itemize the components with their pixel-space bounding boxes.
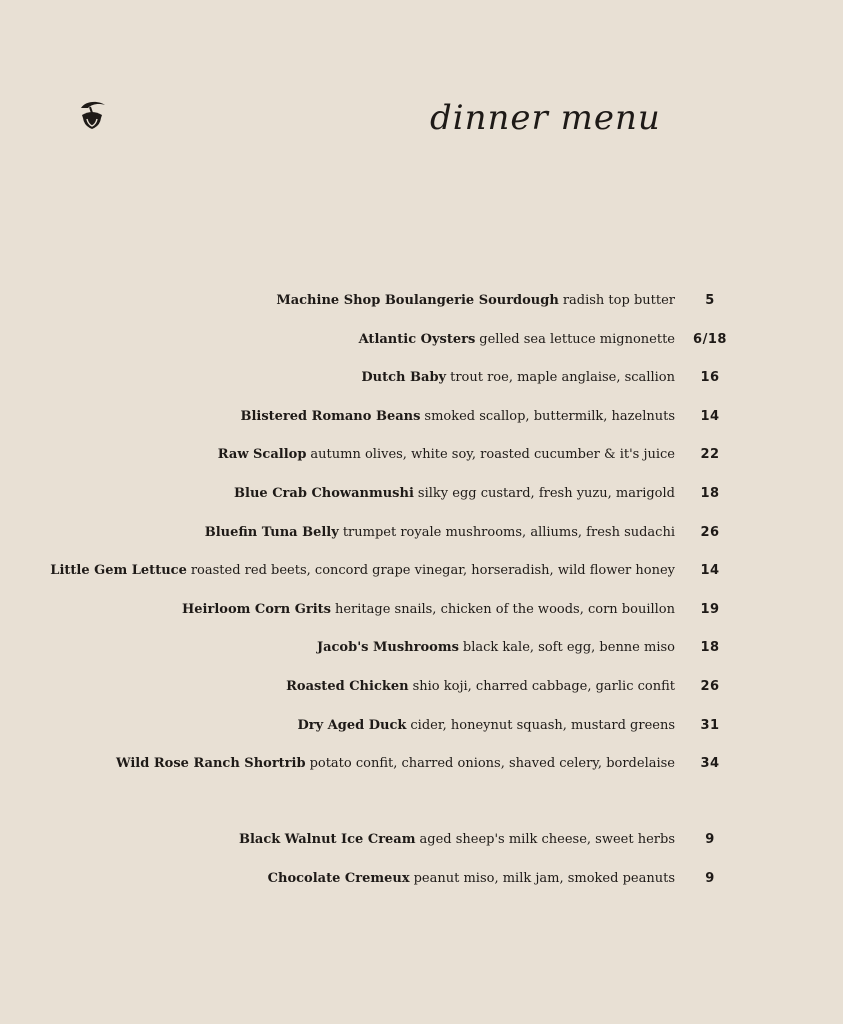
menu-item-name: Blistered Romano Beans — [240, 408, 421, 424]
menu-item-name: Wild Rose Ranch Shortrib — [115, 756, 306, 772]
menu-item-name: Dry Aged Duck — [297, 717, 407, 733]
menu-item-text — [239, 828, 675, 852]
menu-item-text — [268, 867, 675, 891]
menu-item-text — [182, 598, 675, 622]
menu-item-price: 34 — [700, 756, 720, 772]
menu-item-text — [218, 443, 675, 467]
menu-item — [0, 443, 843, 467]
menu-item-price: 9 — [705, 871, 715, 886]
menu-item-name: Bluefin Tuna Belly — [204, 524, 339, 540]
menu-item-name: Chocolate Cremeux — [267, 871, 410, 886]
menu-item-price: 16 — [700, 370, 720, 386]
menu-item-description: radish top butter — [562, 293, 675, 308]
menu-item-description: trumpet royale mushrooms, alliums, fresh sudachi — [342, 524, 675, 540]
menu-item-description: peanut miso, milk jam, smoked peanuts — [413, 871, 675, 886]
menu-item-text — [50, 559, 675, 583]
menu-item-description: cider, honeynut squash, mustard greens — [410, 717, 675, 733]
menu-item-description: trout roe, maple anglaise, scallion — [450, 370, 675, 386]
menu-item-description: heritage snails, chicken of the woods, corn bouillon — [334, 601, 675, 617]
menu-item-price: 18 — [700, 640, 720, 656]
menu-item — [0, 405, 843, 429]
menu-item-price: 22 — [700, 447, 720, 463]
menu-item-name: Dutch Baby — [361, 370, 447, 386]
menu-item — [0, 521, 843, 545]
menu-item-text — [297, 714, 675, 738]
menu-item-name: Black Walnut Ice Cream — [238, 832, 416, 847]
menu-item-description: smoked scallop, buttermilk, hazelnuts — [424, 408, 675, 424]
menu-item — [0, 867, 843, 891]
menu-item-text — [359, 328, 675, 352]
menu-item — [0, 482, 843, 506]
menu-item-description: autumn olives, white soy, roasted cucumber & it's juice — [310, 447, 675, 463]
menu-item-name: Machine Shop Boulangerie Sourdough — [276, 293, 559, 308]
menu-item-price: 19 — [700, 601, 720, 617]
menu-item-description: black kale, soft egg, benne miso — [462, 640, 675, 656]
menu-item-price: 31 — [700, 717, 720, 733]
menu-item — [0, 366, 843, 390]
menu-item-price: 18 — [700, 486, 720, 501]
menu-item-text — [240, 405, 675, 429]
menu-item-price: 26 — [700, 524, 720, 540]
menu-item-description: gelled sea lettuce mignonette — [479, 331, 675, 347]
menu-item-price: 14 — [700, 408, 720, 424]
menu-item-name: Roasted Chicken — [286, 679, 409, 694]
menu-item-text — [116, 752, 675, 776]
menu-item — [0, 675, 843, 699]
menu-item — [0, 559, 843, 583]
menu-item — [0, 598, 843, 622]
menu-item-text — [234, 482, 675, 506]
menu-item-text — [286, 675, 675, 699]
menu-item-price: 5 — [705, 293, 715, 308]
menu-item-description: aged sheep's milk cheese, sweet herbs — [419, 832, 675, 847]
menu-item-price: 6/18 — [693, 331, 727, 347]
menu-item-description: roasted red beets, concord grape vinegar, horseradish, wild flower honey — [190, 563, 675, 579]
menu-item-description: shio koji, charred cabbage, garlic confit — [412, 679, 675, 694]
menu-item-price: 9 — [705, 832, 715, 847]
menu-item-name: Heirloom Corn Grits — [182, 601, 331, 617]
menu-item — [0, 714, 843, 738]
menu-item-text — [205, 521, 675, 545]
menu-title: dinner menu — [430, 98, 661, 138]
menu-item — [0, 328, 843, 352]
menu-item-text — [361, 366, 675, 390]
menu-item-description: potato confit, charred onions, shaved celery, bordelaise — [309, 756, 675, 772]
menu-item-text — [276, 289, 675, 313]
menu-item — [0, 828, 843, 852]
menu-item-price: 26 — [700, 679, 720, 694]
menu-item-name: Blue Crab Chowanmushi — [234, 486, 414, 501]
menu-item-price: 14 — [700, 563, 720, 579]
menu-item-name: Jacob's Mushrooms — [316, 640, 459, 656]
menu-item-description: silky egg custard, fresh yuzu, marigold — [417, 486, 675, 501]
menu-item-name: Raw Scallop — [217, 447, 307, 463]
menu-item-name: Little Gem Lettuce — [50, 563, 187, 579]
menu-item-name: Atlantic Oysters — [358, 331, 476, 347]
menu-item — [0, 289, 843, 313]
acorn-icon — [78, 100, 106, 130]
menu-item-text — [317, 636, 675, 660]
menu-item — [0, 636, 843, 660]
menu-item — [0, 752, 843, 776]
